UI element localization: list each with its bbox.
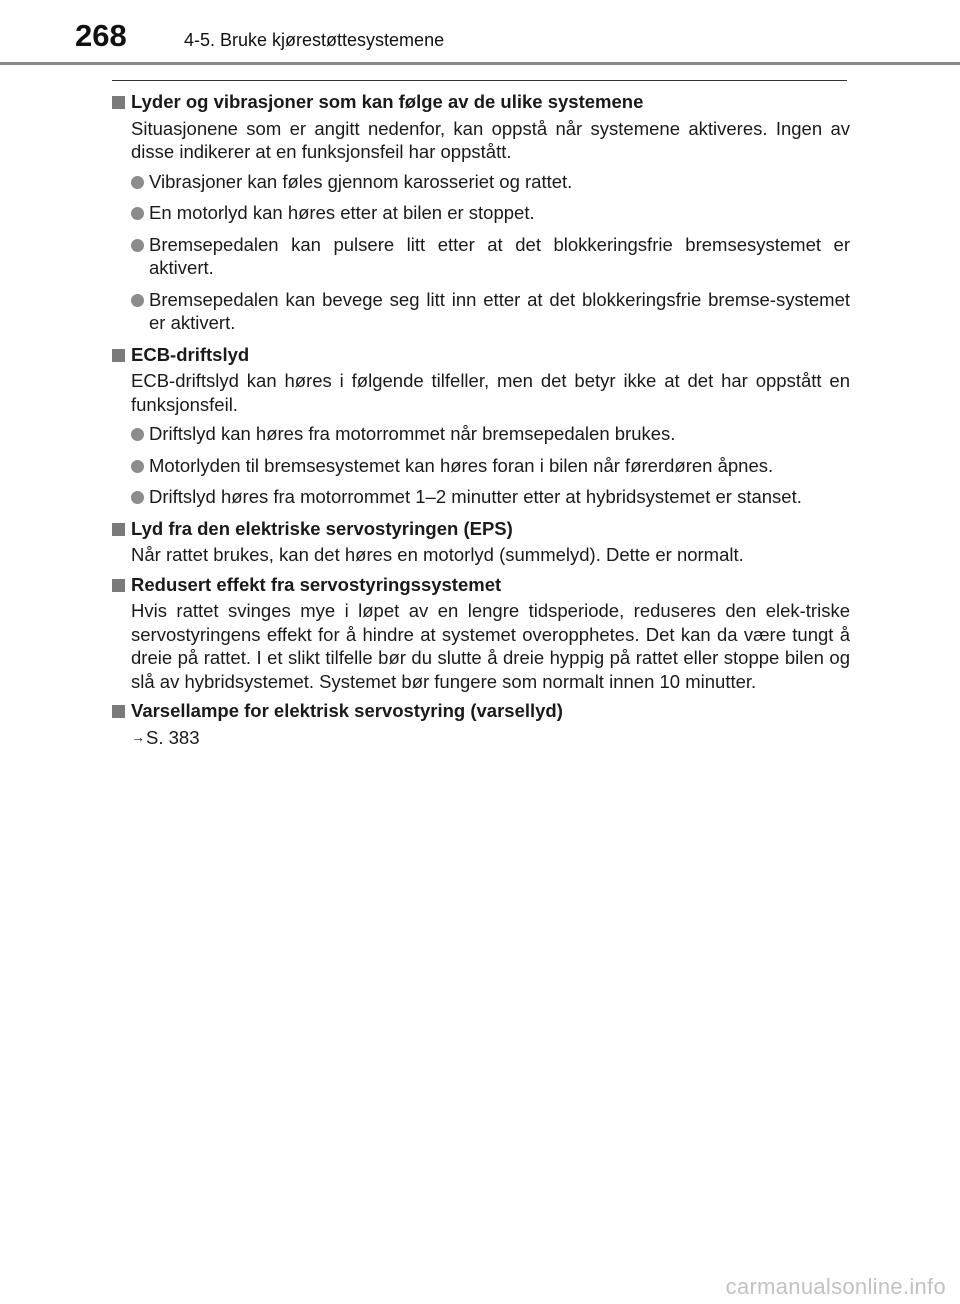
list-item bbox=[112, 485, 850, 509]
section-paragraph: Når rattet brukes, kan det høres en motorlyd (summelyd). Dette er normalt. bbox=[131, 544, 744, 565]
header-rule bbox=[0, 62, 960, 65]
square-bullet-icon bbox=[112, 579, 125, 592]
section-eps-sound bbox=[112, 517, 850, 567]
content-divider bbox=[112, 80, 847, 81]
section-heading bbox=[112, 90, 850, 114]
square-bullet-icon bbox=[112, 705, 125, 718]
page-header bbox=[0, 0, 960, 70]
list-item bbox=[112, 170, 850, 194]
list-item bbox=[112, 454, 850, 478]
list-item bbox=[112, 201, 850, 225]
circle-bullet-icon bbox=[131, 428, 144, 441]
chapter-title: 4-5. Bruke kjørestøttesystemene bbox=[184, 30, 445, 50]
list-item bbox=[112, 233, 850, 280]
section-heading bbox=[112, 699, 850, 723]
list-item bbox=[112, 288, 850, 335]
page-reference[interactable] bbox=[112, 726, 850, 750]
section-paragraph: Hvis rattet svinges mye i løpet av en lengre tidsperiode, reduseres den elek-triske servostyringens effekt for å hindre at systemet overopphetes. Det kan da være tungt å dreie på rattet. I et slikt tilfelle bør du slutte å dreie hyppig på rattet eller stoppe bilen og slå av hybridsystemet. Systemet bør fungere som normalt innen 10 minutter. bbox=[131, 600, 850, 692]
list-item-text: Vibrasjoner kan føles gjennom karosseriet og rattet. bbox=[149, 170, 573, 192]
square-bullet-icon bbox=[112, 96, 125, 109]
list-item bbox=[112, 422, 850, 446]
page-reference-text: S. 383 bbox=[146, 726, 200, 748]
section-paragraph: Situasjonene som er angitt nedenfor, kan oppstå når systemene aktiveres. Ingen av disse indikerer at en funksjonsfeil har oppstått. bbox=[131, 117, 850, 162]
page-number: 268 bbox=[75, 18, 127, 53]
watermark: carmanualsonline.info bbox=[725, 1274, 946, 1299]
section-sounds-vibrations bbox=[112, 90, 850, 335]
section-reduced-effect bbox=[112, 573, 850, 694]
section-warning-lamp bbox=[112, 699, 850, 749]
arrow-right-icon: → bbox=[131, 728, 145, 745]
section-heading-text: Lyder og vibrasjoner som kan følge av de ulike systemene bbox=[131, 91, 644, 112]
page-content bbox=[112, 90, 850, 749]
list-item-text: Motorlyden til bremsesystemet kan høres foran i bilen når førerdøren åpnes. bbox=[149, 454, 774, 476]
bullet-list bbox=[112, 170, 850, 335]
list-item-text: En motorlyd kan høres etter at bilen er stoppet. bbox=[149, 202, 535, 223]
section-heading bbox=[112, 517, 850, 541]
square-bullet-icon bbox=[112, 349, 125, 362]
section-heading bbox=[112, 343, 850, 367]
list-item-text: Bremsepedalen kan bevege seg litt inn etter at det blokkeringsfrie bremse-systemet er aktivert. bbox=[149, 288, 850, 333]
section-ecb-sound bbox=[112, 343, 850, 509]
section-paragraph: ECB-driftslyd kan høres i følgende tilfeller, men det betyr ikke at det har oppstått en funksjonsfeil. bbox=[131, 370, 850, 415]
section-heading-text: Lyd fra den elektriske servostyringen (EPS) bbox=[131, 517, 513, 539]
circle-bullet-icon bbox=[131, 207, 144, 220]
list-item-text: Driftslyd høres fra motorrommet 1–2 minutter etter at hybridsystemet er stanset. bbox=[149, 486, 802, 507]
list-item-text: Bremsepedalen kan pulsere litt etter at det blokkeringsfrie bremsesystemet er aktivert. bbox=[149, 233, 850, 278]
circle-bullet-icon bbox=[131, 176, 144, 189]
section-heading-text: ECB-driftslyd bbox=[131, 343, 250, 365]
section-heading-text: Redusert effekt fra servostyringssystemet bbox=[131, 573, 502, 595]
list-item-text: Driftslyd kan høres fra motorrommet når bremsepedalen brukes. bbox=[149, 423, 676, 444]
section-heading-text: Varsellampe for elektrisk servostyring (varsellyd) bbox=[131, 700, 563, 721]
square-bullet-icon bbox=[112, 523, 125, 536]
circle-bullet-icon bbox=[131, 239, 144, 252]
circle-bullet-icon bbox=[131, 294, 144, 307]
bullet-list bbox=[112, 422, 850, 509]
circle-bullet-icon bbox=[131, 491, 144, 504]
section-heading bbox=[112, 573, 850, 597]
circle-bullet-icon bbox=[131, 460, 144, 473]
